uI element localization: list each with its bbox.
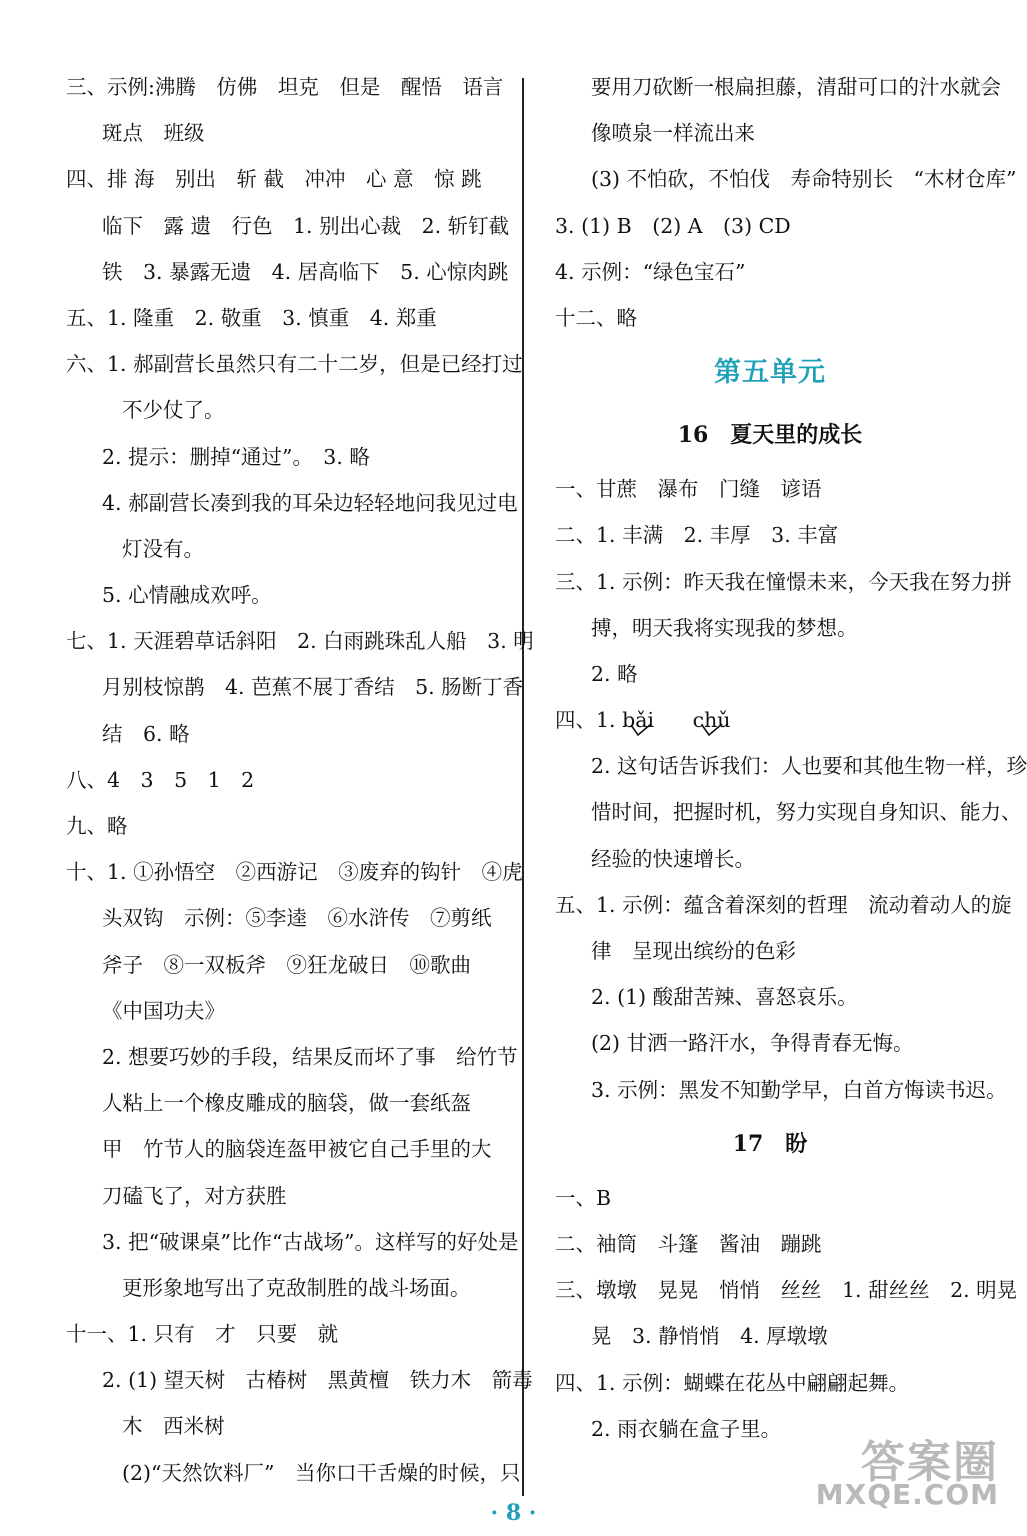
answer-line: 四、排 海 别出 斩 截 冲冲 心 意 惊 跳 <box>66 167 482 192</box>
answer-line: 不少仗了。 <box>122 398 225 423</box>
answer-line: 铁 3. 暴露无遗 4. 居高临下 5. 心惊肉跳 <box>102 259 509 284</box>
pinyin-item <box>693 697 757 743</box>
answer-line: 八、4 3 5 1 2 <box>66 767 255 792</box>
answer-line: 像喷泉一样流出来 <box>591 121 755 146</box>
answer-line: 木 西米树 <box>122 1414 225 1439</box>
answer-line: 搏，明天我将实现我的梦想。 <box>591 615 858 640</box>
answer-line: (2)“天然饮料厂” 当你口干舌燥的时候，只 <box>122 1460 521 1485</box>
answer-line: 十一、1. 只有 才 只要 就 <box>66 1322 339 1347</box>
lesson-16-answers <box>555 466 1012 697</box>
answer-line: 2. 想要巧妙的手段，结果反而坏了事 给竹节 <box>102 1044 518 1069</box>
lesson-16-answers-cont <box>555 743 1027 1113</box>
check-mark-icon <box>630 723 652 737</box>
answer-line: 六、1. 郝副营长虽然只有二十二岁，但是已经打过 <box>66 352 523 377</box>
pinyin-item <box>622 697 686 743</box>
lesson-17-title: 17 盼 <box>732 1130 808 1157</box>
pinyin-text: bǎi <box>622 708 654 733</box>
answer-line: 三、示例:沸腾 仿佛 坦克 但是 醒悟 语言 <box>66 75 504 99</box>
answer-line: 5. 心情融成欢呼。 <box>102 583 272 608</box>
column-divider <box>522 78 524 1496</box>
answer-line: (3) 不怕砍，不怕伐 寿命特别长 “木材仓库” <box>591 167 1017 192</box>
watermark-url: MXQE.COM <box>815 1478 999 1511</box>
answer-line: 五、1. 示例：蕴含着深刻的哲理 流动着动人的旋 <box>555 892 1012 917</box>
answer-line: 三、1. 示例：昨天我在憧憬未来，今天我在努力拼 <box>555 569 1012 594</box>
answer-line: 一、甘蔗 瀑布 门缝 谚语 <box>555 477 822 502</box>
answer-line: 五、1. 隆重 2. 敬重 3. 慎重 4. 郑重 <box>66 305 437 330</box>
left-column <box>66 64 534 1496</box>
answer-line: 4. 郝副营长凑到我的耳朵边轻轻地问我见过电 <box>102 490 518 515</box>
answer-line: 4. 示例：“绿色宝石” <box>555 259 746 284</box>
pinyin-question-prefix: 四、1. <box>555 708 616 733</box>
unit-title: 第五单元 <box>714 357 826 389</box>
answer-line: 一、B <box>555 1185 612 1210</box>
pinyin-text: chǔ <box>692 708 731 733</box>
answer-line: 晃 3. 静悄悄 4. 厚墩墩 <box>591 1324 828 1349</box>
answer-line: 二、袖筒 斗篷 酱油 蹦跳 <box>555 1231 822 1256</box>
answer-line: 人粘上一个橡皮雕成的脑袋，做一套纸盔 <box>102 1091 471 1116</box>
answer-line: 2. 略 <box>591 661 638 686</box>
lesson-16-title: 16 夏天里的成长 <box>677 422 863 449</box>
answer-line: 七、1. 天涯碧草话斜阳 2. 白雨跳珠乱人船 3. 明 <box>66 629 534 654</box>
page-number: · 8 · <box>490 1500 537 1526</box>
answer-line: 结 6. 略 <box>102 721 190 746</box>
answer-line: 四、1. 示例：蝴蝶在花丛中翩翩起舞。 <box>555 1370 910 1395</box>
answer-line: 经验的快速增长。 <box>591 846 755 871</box>
watermark-logo <box>815 1426 1005 1526</box>
pinyin-answer-line <box>555 697 985 743</box>
answer-line: 2. 这句话告诉我们：人也要和其他生物一样，珍 <box>591 754 1027 779</box>
answer-line: 2. 提示：删掉“通过”。 3. 略 <box>102 444 370 469</box>
answer-line: 2. (1) 酸甜苦辣、喜怒哀乐。 <box>591 985 858 1010</box>
answer-line: 3. 示例：黑发不知勤学早，白首方悔读书迟。 <box>591 1077 1007 1102</box>
answer-line: 十、1. ①孙悟空 ②西游记 ③废弃的钩针 ④虎 <box>66 860 523 885</box>
answer-line: 月别枝惊鹊 4. 芭蕉不展丁香结 5. 肠断丁香 <box>102 675 524 700</box>
answer-line: 《中国功夫》 <box>102 998 225 1023</box>
answer-line: 斧子 ⑧一双板斧 ⑨狂龙破日 ⑩歌曲 <box>102 952 471 977</box>
answer-line: 灯没有。 <box>122 536 204 561</box>
check-mark-icon <box>701 723 723 737</box>
answer-line: 十二、略 <box>555 305 637 330</box>
answer-line: (2) 甘洒一路汗水，争得青春无悔。 <box>591 1031 914 1056</box>
answer-line: 三、墩墩 晃晃 悄悄 丝丝 1. 甜丝丝 2. 明晃 <box>555 1278 1018 1303</box>
answer-line: 二、1. 丰满 2. 丰厚 3. 丰富 <box>555 523 839 548</box>
answer-line: 3. 把“破课桌”比作“古战场”。这样写的好处是 <box>102 1229 519 1254</box>
answer-line: 更形象地写出了克敌制胜的战斗场面。 <box>122 1275 471 1300</box>
answer-line: 斑点 班级 <box>102 121 205 146</box>
answer-line: 2. 雨衣躺在盒子里。 <box>591 1416 782 1441</box>
answer-line: 甲 竹节人的脑袋连盔甲被它自己手里的大 <box>102 1137 492 1162</box>
answer-line: 临下 露 遗 行色 1. 别出心裁 2. 斩钉截 <box>102 213 510 238</box>
answer-line: 3. (1) B (2) A (3) CD <box>555 213 791 238</box>
answer-line: 惜时间，把握时机，努力实现自身知识、能力、 <box>591 800 1022 825</box>
watermark-text: 答案圈 <box>861 1437 999 1488</box>
lesson-17-answers <box>555 1175 1018 1452</box>
right-top-answers <box>555 64 1017 341</box>
answer-line: 要用刀砍断一根扁担藤，清甜可口的汁水就会 <box>591 75 1001 99</box>
answer-line: 九、略 <box>66 814 128 838</box>
answer-line: 头双钩 示例：⑤李逵 ⑥水浒传 ⑦剪纸 <box>102 906 492 931</box>
answer-line: 2. (1) 望天树 古椿树 黑黄檀 铁力木 箭毒 <box>102 1368 533 1393</box>
answer-line: 律 呈现出缤纷的色彩 <box>591 939 796 963</box>
right-column <box>555 64 1027 1452</box>
answer-line: 刀磕飞了，对方获胜 <box>102 1183 287 1208</box>
